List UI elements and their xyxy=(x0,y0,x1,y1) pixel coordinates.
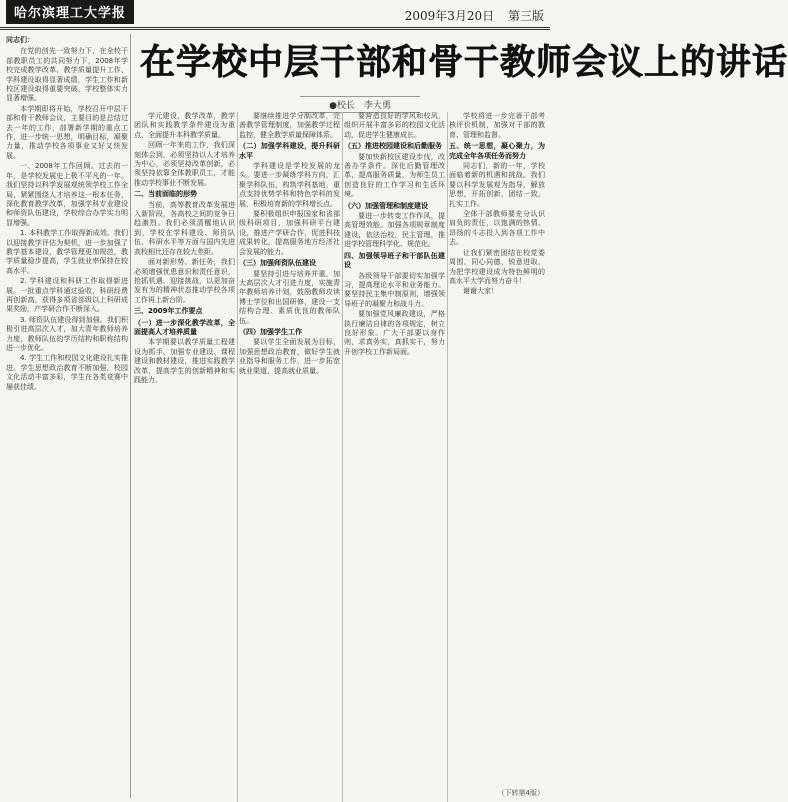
paragraph: 4. 学生工作和校园文化建设扎实推进。学生思想政治教育不断加强，校园文化活动丰富多彩，学生在各类竞赛中屡获佳绩。 xyxy=(6,354,128,391)
paragraph: 让我们紧密团结在校党委周围，同心同德，锐意进取，为把学校建设成为特色鲜明的高水平大学而努力奋斗！ xyxy=(449,248,545,285)
paragraph: 回顾一年来的工作，我们深刻体会到，必须坚持以人才培养为中心，必须坚持改革创新，必须坚持依靠全体教职员工，才能推动学校事业不断发展。 xyxy=(134,141,235,187)
paragraph: 学元建设，教学改革，教学团队和实践教学条件建设为重点，全面提升本科教学质量。 xyxy=(134,112,235,139)
section-heading: 三、2009年工作要点 xyxy=(134,307,203,316)
subsection-heading: （六）加强管理和制度建设 xyxy=(344,201,428,210)
issue-date: 2009年3月20日 xyxy=(404,9,495,23)
paragraph: 全体干部教师要充分认识肩负的责任，以饱满的热情、昂扬的斗志投入到各项工作中去。 xyxy=(449,210,545,247)
paragraph: 要坚持引进与培养并重，加大高层次人才引进力度，实施青年教师培养计划，鼓励教师攻读博士学位和出国研修，建设一支结构合理、素质优良的教师队伍。 xyxy=(239,269,340,325)
continued-note: （下转第4版） xyxy=(497,789,544,797)
paragraph: 当前，高等教育改革发展进入新阶段，各高校之间的竞争日趋激烈。我们必须清醒地认识到，学校在学科建设、师资队伍、科研水平等方面与国内先进高校相比还存在较大差距。 xyxy=(134,200,235,256)
byline: ●校长 李大勇 xyxy=(300,96,420,113)
headline: 在学校中层干部和骨干教师会议上的讲话 xyxy=(140,42,788,83)
salutation: 同志们： xyxy=(6,36,34,44)
subsection-heading: （二）加强学科建设，提升科研水平 xyxy=(239,142,340,160)
subsection-heading: （四）加强学生工作 xyxy=(239,327,302,336)
section-heading: 二、当前面临的形势 xyxy=(134,190,197,199)
column-divider xyxy=(342,112,343,802)
article-column-1 xyxy=(134,112,235,762)
article-column-4 xyxy=(449,112,545,762)
paper-name: 哈尔滨理工大学报 xyxy=(6,0,134,24)
masthead xyxy=(0,0,550,30)
article-column-2 xyxy=(239,112,340,762)
paragraph: 学科建设是学校发展的龙头。要进一步凝练学科方向，汇聚学科队伍，构筑学科基地，重点支持优势学科和特色学科的发展，积极培育新的学科增长点。 xyxy=(239,162,340,208)
paragraph: 在党的创先一致努力下，在全校干部教职员工的共同努力下，2008年学校完成教学改革、教学质量提升工作，学科建设取得显著成绩，学生工作和新校区建设取得重要突破，学校整体实力显著增强。 xyxy=(6,47,128,103)
paragraph: 要积极组织申报国家和省部级科研项目，加强科研平台建设，推进产学研合作，促进科技成果转化，提高服务地方经济社会发展的能力。 xyxy=(239,210,340,256)
column-divider xyxy=(237,112,238,802)
page-number: 第三版 xyxy=(507,9,544,23)
subsection-heading: （一）进一步深化教学改革，全面提高人才培养质量 xyxy=(134,318,235,336)
paragraph: 本学期要以教学质量工程建设为抓手，加强专业建设、课程建设和教材建设，推进实践教学改革，提高学生的创新精神和实践能力。 xyxy=(134,338,235,384)
paragraph: 谢谢大家！ xyxy=(463,287,498,296)
left-column xyxy=(6,36,128,766)
paragraph: 要加快新校区建设步伐，改善办学条件。深化后勤管理改革，提高服务质量，为师生员工创造良好的工作学习和生活环境。 xyxy=(344,152,445,199)
column-divider xyxy=(447,112,448,802)
paragraph: 要以学生全面发展为目标，加强思想政治教育，做好学生就业指导和服务工作，进一步拓宽就业渠道，提高就业质量。 xyxy=(239,338,340,375)
paragraph: 面对新形势、新任务，我们必须增强忧患意识和责任意识，抢抓机遇，迎接挑战，以更加奋发有为的精神状态推动学校各项工作再上新台阶。 xyxy=(134,258,235,304)
paragraph: 同志们，新的一年，学校面临着新的机遇和挑战。我们要以科学发展观为指导，解放思想，开拓创新，团结一致，扎实工作。 xyxy=(449,162,545,208)
paragraph: 各级领导干部要切实加强学习，提高理论水平和业务能力。要坚持民主集中制原则，增强领导班子的凝聚力和战斗力。 xyxy=(344,271,445,308)
paragraph: 2. 学科建设和科研工作取得新进展。一批重点学科通过验收，科研经费再创新高，获得多项省部级以上科研成果奖励，产学研合作不断深入。 xyxy=(6,277,128,314)
paragraph: 一、2008年工作回顾。过去的一年，是学校发展史上极不平凡的一年。我们坚持以科学发展观统领学校工作全局，紧紧围绕人才培养这一根本任务，深化教育教学改革，加强学科专业建设和师资队伍建设，学校综合办学实力明显增强。 xyxy=(6,162,128,227)
column-divider xyxy=(130,34,131,798)
paragraph: 1. 本科教学工作取得新成效。我们以迎接教学评估为契机，进一步加强了教学基本建设，教学管理更加规范，教学质量稳步提高，学生就业率保持在较高水平。 xyxy=(6,229,128,275)
paragraph: 本学期即将开始，学校召开中层干部和骨干教师会议，主要目的是总结过去一年的工作，部署新学期的重点工作，进一步统一思想，明确目标，凝聚力量，推动学校各项事业又好又快发展。 xyxy=(6,104,128,160)
paragraph: 要继续推进学分制改革，完善教学管理制度，加强教学过程监控，健全教学质量保障体系。 xyxy=(239,112,340,139)
section-heading: 五、统一思想，凝心聚力，为完成全年各项任务而努力 xyxy=(449,142,545,160)
subsection-heading: （三）加强师资队伍建设 xyxy=(239,259,316,268)
paragraph: 要营造良好的学风和校风，组织开展丰富多彩的校园文化活动，促进学生健康成长。 xyxy=(344,112,445,139)
paragraph: 要加强党风廉政建设，严格执行廉洁自律的各项规定，树立良好形象。广大干部要以身作则，求真务实，真抓实干，努力开创学校工作新局面。 xyxy=(344,310,445,356)
paragraph: 学校将进一步完善干部考核评价机制，加强对干部的教育、管理和监督。 xyxy=(449,112,545,139)
section-heading: 四、加强领导班子和干部队伍建设 xyxy=(344,251,445,270)
issue-info xyxy=(395,7,544,24)
subsection-heading: （五）推进校园建设和后勤服务 xyxy=(344,142,442,151)
paragraph: 3. 师资队伍建设得到加强。我们积极引进高层次人才，加大青年教师培养力度，教师队伍的学历结构和职称结构进一步优化。 xyxy=(6,315,128,352)
paragraph: 要进一步转变工作作风，提高管理效能。加强各项规章制度建设，依法治校，民主管理，推进学校管理科学化、规范化。 xyxy=(344,212,445,249)
article-column-3 xyxy=(344,112,445,762)
